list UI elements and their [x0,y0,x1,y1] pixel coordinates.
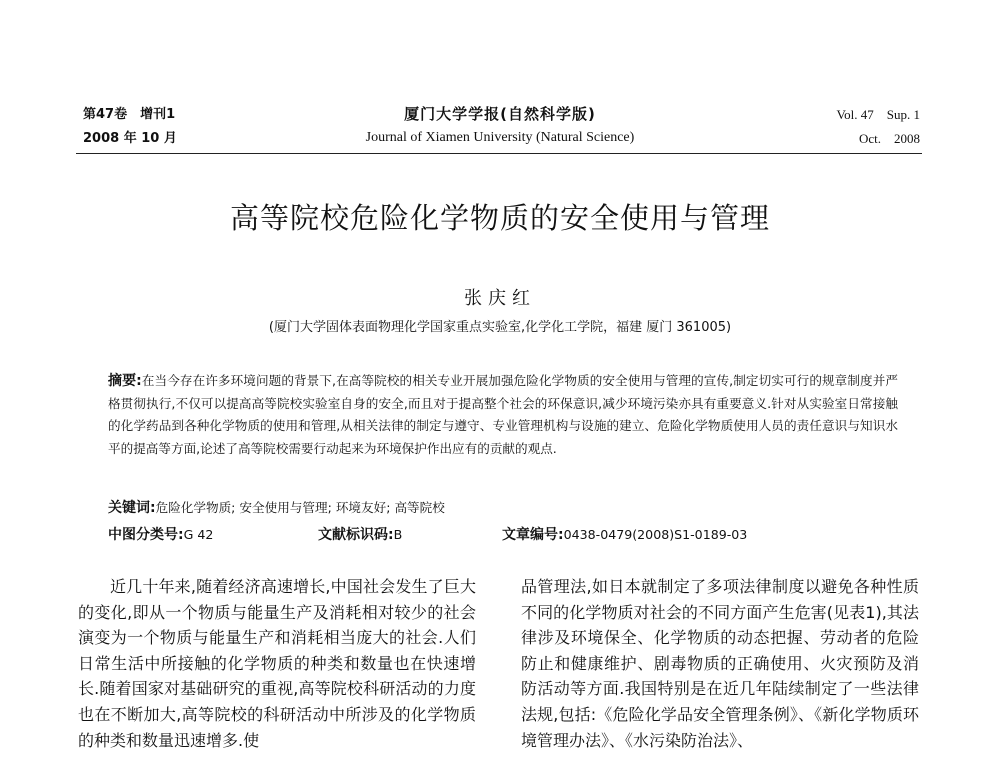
paper-title: 高等院校危险化学物质的安全使用与管理 [229,201,770,235]
journal-title-cn: 厦门大学学报(自然科学版) [404,105,596,123]
abstract [108,370,898,460]
body-paragraph: 品管理法,如日本就制定了多项法律制度以避免各种性质不同的化学物质对社会的不同方面产生危害(见表1),其法律涉及环境保全、化学物质的动态把握、劳动者的危险防止和健康维护、剧毒物质的正确使用、火灾预防及消防活动等方面.我国特别是在近几年陆续制定了一些法律法规,包括:《危险化学品安全管理条例》、《新化学物质环境管理办法》、《水污染防治法》、 [521,577,919,750]
article-number [502,524,747,544]
header-volume-en-block [836,103,920,151]
clc-value: G 42 [183,527,214,542]
author-affiliation: (厦门大学固体表面物理化学国家重点实验室,化学化工学院，福建 厦门 361005) [268,320,732,335]
keywords-text: 危险化学物质; 安全使用与管理; 环境友好; 高等院校 [155,500,445,515]
body-column-left [78,574,476,753]
author-name: 张庆红 [464,288,536,309]
header-date-en: Oct. 2008 [858,131,920,146]
abstract-label: 摘要: [108,373,142,389]
clc-label: 中图分类号: [108,527,184,543]
body-column-right [521,574,919,753]
header-rule [76,153,922,154]
header-volume: 第47卷 增刊1 [83,107,176,122]
header-vol-en: Vol. 47 Sup. 1 [836,107,920,122]
abstract-text: 在当今存在许多环境问题的背景下,在高等院校的相关专业开展加强危险化学物质的安全使用与管理的宣传,制定切实可行的规章制度并严格贯彻执行,不仅可以提高高等院校实验室自身的安全,而且对于提高整个社会的环保意识,减少环境污染亦具有重要意义.针对从实验室日常接触的化学药品到各种化学物质的使用和管理,从相关法律的制定与遵守、专业管理机构与设施的建立、危险化学物质使用人员的责任意识与知识水平的提高等方面,论述了高等院校需要行动起来为环境保护作出应有的贡献的观点. [108,373,898,456]
clc-number [108,524,213,544]
art-value: 0438-0479(2008)S1-0189-03 [563,527,748,542]
header-date: 2008 年 10 月 [83,131,177,146]
journal-title-en: Journal of Xiamen University (Natural Science) [365,130,635,145]
body-paragraph: 近几十年来,随着经济高速增长,中国社会发生了巨大的变化,即从一个物质与能量生产及消耗相对较少的社会演变为一个物质与能量生产和消耗相当庞大的社会.人们日常生活中所接触的化学物质的种类和数量也在快速增长.随着国家对基础研究的重视,高等院校科研活动的力度也在不断加大,高等院校的科研活动中所涉及的化学物质的种类和数量迅速增多.使 [78,577,476,750]
document-code [318,524,402,544]
keywords [108,497,445,517]
doc-value: B [393,527,403,542]
doc-label: 文献标识码: [318,527,394,543]
keywords-label: 关键词: [108,500,156,516]
art-label: 文章编号: [502,527,564,543]
